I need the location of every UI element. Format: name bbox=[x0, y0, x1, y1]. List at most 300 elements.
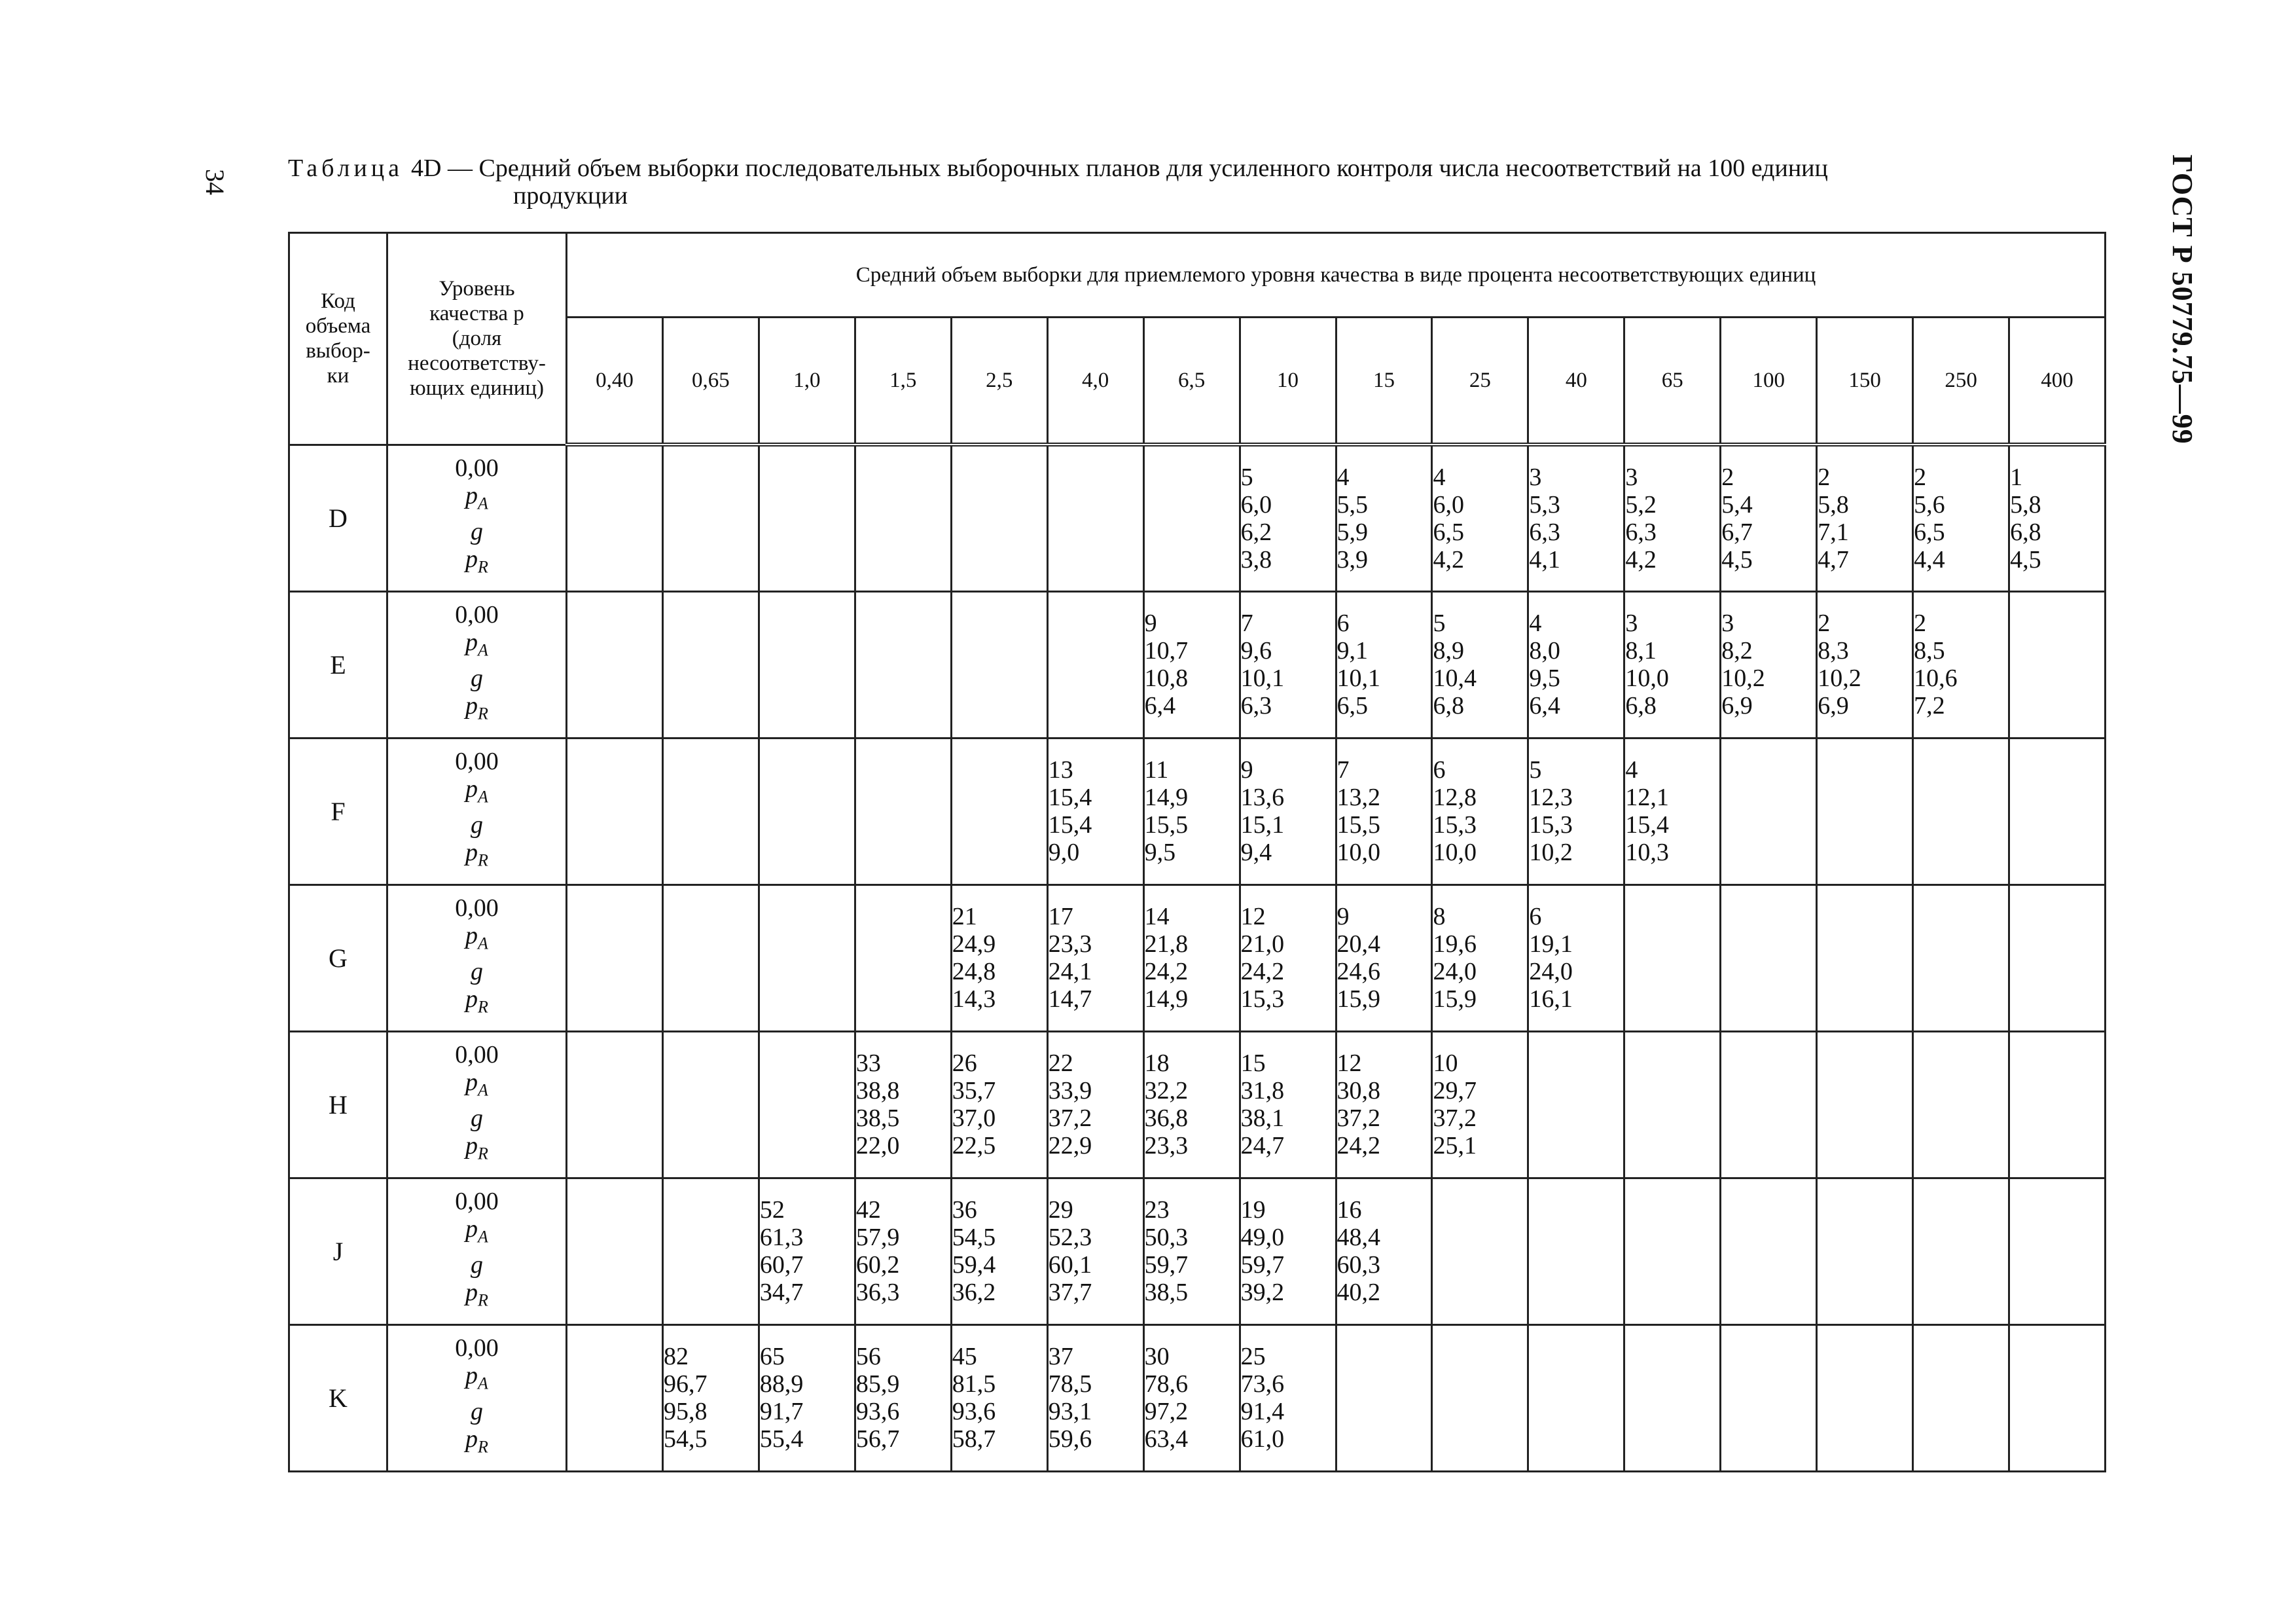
cell-value: 19,1 bbox=[1529, 930, 1573, 958]
cell-value: 9 bbox=[1144, 610, 1157, 637]
value-cell bbox=[1336, 591, 1432, 738]
quality-level-labels bbox=[387, 738, 567, 884]
cell-value: 21,0 bbox=[1240, 930, 1285, 958]
cell-value: 3,8 bbox=[1240, 545, 1272, 574]
cell-value: 10,2 bbox=[1818, 665, 1861, 692]
cell-value: 15,9 bbox=[1336, 985, 1380, 1013]
cell-value: 2 bbox=[1818, 610, 1831, 637]
table-row bbox=[289, 445, 2106, 591]
cell-value: 4,1 bbox=[1529, 545, 1560, 574]
cell-value: 5 bbox=[1240, 463, 1253, 491]
level-pa bbox=[388, 1215, 565, 1251]
cell-value: 5 bbox=[1433, 610, 1446, 637]
header-aql-value: 40 bbox=[1528, 318, 1624, 445]
empty-cell bbox=[951, 445, 1047, 591]
value-cell bbox=[1336, 445, 1432, 591]
level-g: g bbox=[471, 1104, 483, 1132]
level-pr-symbol: p bbox=[465, 545, 478, 573]
cell-value: 10 bbox=[1433, 1049, 1458, 1077]
cell-value: 37,2 bbox=[1336, 1104, 1380, 1132]
cell-value: 56,7 bbox=[855, 1425, 900, 1453]
value-cell bbox=[759, 1178, 855, 1324]
empty-cell bbox=[1624, 1031, 1721, 1178]
cell-value: 54,5 bbox=[663, 1425, 708, 1453]
cell-value: 26 bbox=[952, 1049, 977, 1077]
empty-cell bbox=[1817, 738, 1913, 884]
value-cell bbox=[1913, 591, 2009, 738]
cell-value: 3 bbox=[1625, 610, 1638, 637]
empty-cell bbox=[567, 884, 663, 1031]
level-pa-symbol: p bbox=[465, 482, 478, 510]
level-pr bbox=[388, 692, 565, 728]
cell-value: 5,5 bbox=[1336, 490, 1368, 519]
value-cell bbox=[1624, 738, 1721, 884]
header-level-line: ющих единиц) bbox=[409, 376, 545, 401]
table-row bbox=[289, 884, 2106, 1031]
sample-size-code: F bbox=[289, 738, 387, 884]
header-average-sample-size: Средний объем выборки для приемлемого уровня качества в виде процента несоответствующих единиц bbox=[567, 233, 2106, 318]
cell-value: 52 bbox=[759, 1196, 785, 1224]
level-pa-symbol: p bbox=[465, 629, 478, 657]
cell-value: 22,9 bbox=[1048, 1132, 1092, 1159]
document-code: ГОСТ Р 50779.75—99 bbox=[2166, 155, 2198, 445]
value-cell bbox=[1143, 1324, 1240, 1471]
level-pa-symbol: p bbox=[465, 1215, 478, 1243]
cell-value: 4,2 bbox=[1433, 545, 1464, 574]
empty-cell bbox=[1624, 1178, 1721, 1324]
cell-value: 13 bbox=[1048, 756, 1073, 784]
cell-value: 36 bbox=[952, 1196, 977, 1224]
cell-value: 24,2 bbox=[1336, 1132, 1380, 1159]
cell-value: 9,1 bbox=[1336, 637, 1368, 665]
cell-value: 2 bbox=[1721, 463, 1734, 491]
cell-value: 19,6 bbox=[1433, 930, 1477, 958]
cell-value: 7 bbox=[1336, 756, 1350, 784]
cell-value: 61,3 bbox=[759, 1224, 804, 1251]
empty-cell bbox=[662, 1031, 759, 1178]
table-row bbox=[289, 1324, 2106, 1471]
level-pr bbox=[388, 1425, 565, 1461]
level-pa-subscript: A bbox=[478, 494, 488, 513]
cell-value: 31,8 bbox=[1240, 1077, 1285, 1104]
cell-value: 95,8 bbox=[663, 1398, 708, 1425]
empty-cell bbox=[1817, 1031, 1913, 1178]
level-zero: 0,00 bbox=[455, 894, 499, 922]
value-cell bbox=[2009, 445, 2106, 591]
value-cell bbox=[1047, 1178, 1143, 1324]
header-code-line: ки bbox=[327, 364, 350, 388]
level-pa bbox=[388, 482, 565, 518]
empty-cell bbox=[1817, 884, 1913, 1031]
level-pr bbox=[388, 839, 565, 875]
cell-value: 4 bbox=[1336, 463, 1350, 491]
empty-cell bbox=[1432, 1178, 1528, 1324]
cell-value: 36,8 bbox=[1144, 1104, 1189, 1132]
table-row bbox=[289, 1031, 2106, 1178]
cell-value: 6,8 bbox=[1625, 692, 1657, 720]
empty-cell bbox=[759, 738, 855, 884]
cell-value: 4 bbox=[1529, 610, 1542, 637]
caption-lead: Таблица bbox=[288, 155, 404, 182]
cell-value: 5,2 bbox=[1625, 490, 1657, 519]
cell-value: 10,6 bbox=[1914, 665, 1958, 692]
level-pa-subscript: A bbox=[478, 934, 488, 953]
cell-value: 33,9 bbox=[1048, 1077, 1092, 1104]
empty-cell bbox=[759, 591, 855, 738]
header-code bbox=[289, 233, 387, 445]
empty-cell bbox=[662, 591, 759, 738]
value-cell bbox=[1143, 1031, 1240, 1178]
cell-value: 2 bbox=[1818, 463, 1831, 491]
cell-value: 34,7 bbox=[759, 1279, 804, 1306]
value-cell bbox=[1240, 738, 1336, 884]
cell-value: 12 bbox=[1240, 903, 1266, 930]
cell-value: 20,4 bbox=[1336, 930, 1380, 958]
cell-value: 58,7 bbox=[952, 1425, 996, 1453]
empty-cell bbox=[662, 1178, 759, 1324]
header-code-line: Код bbox=[321, 289, 355, 314]
value-cell bbox=[1143, 738, 1240, 884]
cell-value: 9 bbox=[1336, 903, 1350, 930]
value-cell bbox=[1432, 445, 1528, 591]
value-cell bbox=[1047, 884, 1143, 1031]
value-cell bbox=[759, 1324, 855, 1471]
cell-value: 59,7 bbox=[1240, 1251, 1285, 1279]
quality-level-labels bbox=[387, 1324, 567, 1471]
empty-cell bbox=[1047, 445, 1143, 591]
level-g: g bbox=[471, 665, 483, 692]
cell-value: 63,4 bbox=[1144, 1425, 1189, 1453]
cell-value: 93,1 bbox=[1048, 1398, 1092, 1425]
header-aql-value: 100 bbox=[1721, 318, 1817, 445]
value-cell bbox=[1817, 591, 1913, 738]
empty-cell bbox=[567, 591, 663, 738]
sample-size-code: D bbox=[289, 445, 387, 591]
cell-value: 32,2 bbox=[1144, 1077, 1189, 1104]
cell-value: 36,2 bbox=[952, 1279, 996, 1306]
cell-value: 9,5 bbox=[1529, 665, 1560, 692]
cell-value: 15,5 bbox=[1144, 811, 1189, 839]
cell-value: 15 bbox=[1240, 1049, 1266, 1077]
cell-value: 15,3 bbox=[1529, 811, 1573, 839]
cell-value: 6,4 bbox=[1529, 692, 1560, 720]
empty-cell bbox=[1336, 1324, 1432, 1471]
value-cell bbox=[1143, 591, 1240, 738]
header-aql-value: 0,65 bbox=[662, 318, 759, 445]
sample-size-code: H bbox=[289, 1031, 387, 1178]
cell-value: 24,9 bbox=[952, 930, 996, 958]
value-cell bbox=[1336, 738, 1432, 884]
empty-cell bbox=[1624, 884, 1721, 1031]
header-aql-value: 1,0 bbox=[759, 318, 855, 445]
empty-cell bbox=[1432, 1324, 1528, 1471]
cell-value: 10,2 bbox=[1721, 665, 1765, 692]
header-aql-value: 6,5 bbox=[1143, 318, 1240, 445]
level-pr-subscript: R bbox=[478, 557, 488, 577]
empty-cell bbox=[951, 591, 1047, 738]
cell-value: 24,0 bbox=[1529, 958, 1573, 985]
cell-value: 85,9 bbox=[855, 1370, 900, 1398]
cell-value: 60,3 bbox=[1336, 1251, 1380, 1279]
cell-value: 19 bbox=[1240, 1196, 1266, 1224]
cell-value: 61,0 bbox=[1240, 1425, 1285, 1453]
empty-cell bbox=[855, 738, 951, 884]
value-cell bbox=[1240, 1324, 1336, 1471]
value-cell bbox=[855, 1178, 951, 1324]
cell-value: 3 bbox=[1625, 463, 1638, 491]
cell-value: 10,0 bbox=[1336, 839, 1380, 866]
cell-value: 4,2 bbox=[1625, 545, 1657, 574]
header-aql-value: 0,40 bbox=[567, 318, 663, 445]
empty-cell bbox=[2009, 884, 2106, 1031]
cell-value: 6,5 bbox=[1336, 692, 1368, 720]
empty-cell bbox=[1721, 884, 1817, 1031]
cell-value: 11 bbox=[1144, 756, 1169, 784]
cell-value: 6,3 bbox=[1240, 692, 1272, 720]
value-cell bbox=[1240, 1031, 1336, 1178]
empty-cell bbox=[662, 884, 759, 1031]
level-pa-symbol: p bbox=[465, 1068, 478, 1097]
cell-value: 6,0 bbox=[1433, 490, 1464, 519]
sample-size-code: K bbox=[289, 1324, 387, 1471]
cell-value: 6,2 bbox=[1240, 518, 1272, 546]
header-code-line: объема bbox=[305, 314, 371, 338]
cell-value: 97,2 bbox=[1144, 1398, 1189, 1425]
cell-value: 8,0 bbox=[1529, 637, 1560, 665]
cell-value: 12,3 bbox=[1529, 784, 1573, 811]
table-caption bbox=[288, 155, 2068, 210]
cell-value: 12,1 bbox=[1625, 784, 1669, 811]
cell-value: 8,1 bbox=[1625, 637, 1657, 665]
quality-level-labels bbox=[387, 1031, 567, 1178]
cell-value: 8,2 bbox=[1721, 637, 1753, 665]
cell-value: 3,9 bbox=[1336, 545, 1368, 574]
value-cell bbox=[1336, 884, 1432, 1031]
cell-value: 6,4 bbox=[1144, 692, 1176, 720]
empty-cell bbox=[1143, 445, 1240, 591]
cell-value: 7,1 bbox=[1818, 518, 1849, 546]
cell-value: 22,0 bbox=[855, 1132, 900, 1159]
value-cell bbox=[1143, 884, 1240, 1031]
cell-value: 37 bbox=[1048, 1343, 1073, 1370]
quality-level-labels bbox=[387, 1178, 567, 1324]
value-cell bbox=[1817, 445, 1913, 591]
cell-value: 10,0 bbox=[1625, 665, 1669, 692]
cell-value: 5,4 bbox=[1721, 490, 1753, 519]
cell-value: 23 bbox=[1144, 1196, 1170, 1224]
cell-value: 24,1 bbox=[1048, 958, 1092, 985]
cell-value: 6 bbox=[1529, 903, 1542, 930]
value-cell bbox=[1624, 591, 1721, 738]
cell-value: 49,0 bbox=[1240, 1224, 1285, 1251]
cell-value: 93,6 bbox=[855, 1398, 900, 1425]
value-cell bbox=[1528, 591, 1624, 738]
empty-cell bbox=[1913, 1324, 2009, 1471]
cell-value: 6,5 bbox=[1914, 518, 1945, 546]
cell-value: 22 bbox=[1048, 1049, 1073, 1077]
cell-value: 14 bbox=[1144, 903, 1170, 930]
header-level-line: качества p bbox=[429, 302, 524, 326]
value-cell bbox=[1913, 445, 2009, 591]
cell-value: 36,3 bbox=[855, 1279, 900, 1306]
cell-value: 12 bbox=[1336, 1049, 1362, 1077]
level-pr-symbol: p bbox=[465, 1132, 478, 1159]
cell-value: 6 bbox=[1336, 610, 1350, 637]
cell-value: 22,5 bbox=[952, 1132, 996, 1159]
cell-value: 2 bbox=[1914, 463, 1927, 491]
level-pa-subscript: A bbox=[478, 1374, 488, 1393]
empty-cell bbox=[1913, 1031, 2009, 1178]
table-row bbox=[289, 1178, 2106, 1324]
value-cell bbox=[951, 1178, 1047, 1324]
cell-value: 38,8 bbox=[855, 1077, 900, 1104]
level-g: g bbox=[471, 958, 483, 985]
cell-value: 5 bbox=[1529, 756, 1542, 784]
value-cell bbox=[1240, 884, 1336, 1031]
value-cell bbox=[1047, 738, 1143, 884]
value-cell bbox=[1721, 445, 1817, 591]
empty-cell bbox=[2009, 1178, 2106, 1324]
level-pa-symbol: p bbox=[465, 1362, 478, 1390]
cell-value: 6,3 bbox=[1529, 518, 1560, 546]
level-pr bbox=[388, 1279, 565, 1315]
cell-value: 37,7 bbox=[1048, 1279, 1092, 1306]
value-cell bbox=[1432, 738, 1528, 884]
value-cell bbox=[1528, 738, 1624, 884]
empty-cell bbox=[567, 1031, 663, 1178]
cell-value: 33 bbox=[855, 1049, 881, 1077]
header-aql-value: 2,5 bbox=[951, 318, 1047, 445]
empty-cell bbox=[567, 1324, 663, 1471]
level-pa bbox=[388, 1068, 565, 1104]
level-pr-symbol: p bbox=[465, 1279, 478, 1306]
page-number: 34 bbox=[200, 169, 230, 195]
cell-value: 54,5 bbox=[952, 1224, 996, 1251]
cell-value: 57,9 bbox=[855, 1224, 900, 1251]
cell-value: 4,5 bbox=[2010, 545, 2041, 574]
cell-value: 13,2 bbox=[1336, 784, 1380, 811]
table-row bbox=[289, 591, 2106, 738]
quality-level-labels bbox=[387, 884, 567, 1031]
cell-value: 88,9 bbox=[759, 1370, 804, 1398]
cell-value: 6,7 bbox=[1721, 518, 1753, 546]
value-cell bbox=[1143, 1178, 1240, 1324]
empty-cell bbox=[1721, 1178, 1817, 1324]
cell-value: 55,4 bbox=[759, 1425, 804, 1453]
level-zero: 0,00 bbox=[455, 1334, 499, 1362]
level-zero: 0,00 bbox=[455, 454, 499, 483]
cell-value: 37,0 bbox=[952, 1104, 996, 1132]
empty-cell bbox=[759, 1031, 855, 1178]
cell-value: 5,6 bbox=[1914, 490, 1945, 519]
empty-cell bbox=[1047, 591, 1143, 738]
value-cell bbox=[855, 1324, 951, 1471]
level-pa-subscript: A bbox=[478, 641, 488, 660]
cell-value: 10,1 bbox=[1240, 665, 1285, 692]
cell-value: 18 bbox=[1144, 1049, 1170, 1077]
header-aql-value: 15 bbox=[1336, 318, 1432, 445]
header-aql-value: 400 bbox=[2009, 318, 2106, 445]
cell-value: 15,1 bbox=[1240, 811, 1285, 839]
cell-value: 29,7 bbox=[1433, 1077, 1477, 1104]
sample-size-code: J bbox=[289, 1178, 387, 1324]
cell-value: 10,8 bbox=[1144, 665, 1189, 692]
empty-cell bbox=[759, 884, 855, 1031]
level-pr-subscript: R bbox=[478, 997, 488, 1017]
cell-value: 60,1 bbox=[1048, 1251, 1092, 1279]
empty-cell bbox=[1913, 1178, 2009, 1324]
value-cell bbox=[1336, 1178, 1432, 1324]
value-cell bbox=[1528, 884, 1624, 1031]
header-aql-value: 150 bbox=[1817, 318, 1913, 445]
level-zero: 0,00 bbox=[455, 1041, 499, 1069]
cell-value: 4,4 bbox=[1914, 545, 1945, 574]
cell-value: 14,9 bbox=[1144, 985, 1189, 1013]
header-level-line: несоответству- bbox=[408, 352, 546, 376]
cell-value: 16,1 bbox=[1529, 985, 1573, 1013]
cell-value: 35,7 bbox=[952, 1077, 996, 1104]
cell-value: 4,5 bbox=[1721, 545, 1753, 574]
header-aql-value: 65 bbox=[1624, 318, 1721, 445]
cell-value: 6,8 bbox=[1433, 692, 1464, 720]
cell-value: 38,1 bbox=[1240, 1104, 1285, 1132]
empty-cell bbox=[951, 738, 1047, 884]
cell-value: 39,2 bbox=[1240, 1279, 1285, 1306]
level-zero: 0,00 bbox=[455, 1188, 499, 1216]
value-cell bbox=[1240, 445, 1336, 591]
level-zero: 0,00 bbox=[455, 601, 499, 629]
cell-value: 3 bbox=[1721, 610, 1734, 637]
cell-value: 23,3 bbox=[1048, 930, 1092, 958]
empty-cell bbox=[2009, 1031, 2106, 1178]
value-cell bbox=[1047, 1031, 1143, 1178]
cell-value: 24,8 bbox=[952, 958, 996, 985]
level-pr-subscript: R bbox=[478, 1144, 488, 1163]
empty-cell bbox=[1528, 1324, 1624, 1471]
cell-value: 15,4 bbox=[1048, 784, 1092, 811]
level-pa-symbol: p bbox=[465, 922, 478, 950]
level-pa bbox=[388, 629, 565, 665]
cell-value: 24,0 bbox=[1433, 958, 1477, 985]
level-pr-subscript: R bbox=[478, 704, 488, 723]
value-cell bbox=[662, 1324, 759, 1471]
level-pr-symbol: p bbox=[465, 1425, 478, 1453]
level-pa bbox=[388, 775, 565, 811]
empty-cell bbox=[662, 445, 759, 591]
empty-cell bbox=[1913, 738, 2009, 884]
cell-value: 15,3 bbox=[1433, 811, 1477, 839]
level-g: g bbox=[471, 1251, 483, 1279]
cell-value: 45 bbox=[952, 1343, 977, 1370]
cell-value: 81,5 bbox=[952, 1370, 996, 1398]
cell-value: 4 bbox=[1625, 756, 1638, 784]
cell-value: 10,2 bbox=[1529, 839, 1573, 866]
caption-line-2: продукции bbox=[513, 182, 628, 210]
empty-cell bbox=[1817, 1324, 1913, 1471]
level-g: g bbox=[471, 811, 483, 839]
cell-value: 82 bbox=[663, 1343, 689, 1370]
cell-value: 8,3 bbox=[1818, 637, 1849, 665]
cell-value: 23,3 bbox=[1144, 1132, 1189, 1159]
level-pa-symbol: p bbox=[465, 775, 478, 803]
cell-value: 6,0 bbox=[1240, 490, 1272, 519]
cell-value: 9,6 bbox=[1240, 637, 1272, 665]
level-pa bbox=[388, 922, 565, 958]
cell-value: 4 bbox=[1433, 463, 1446, 491]
cell-value: 6,9 bbox=[1721, 692, 1753, 720]
cell-value: 30,8 bbox=[1336, 1077, 1380, 1104]
empty-cell bbox=[1528, 1031, 1624, 1178]
